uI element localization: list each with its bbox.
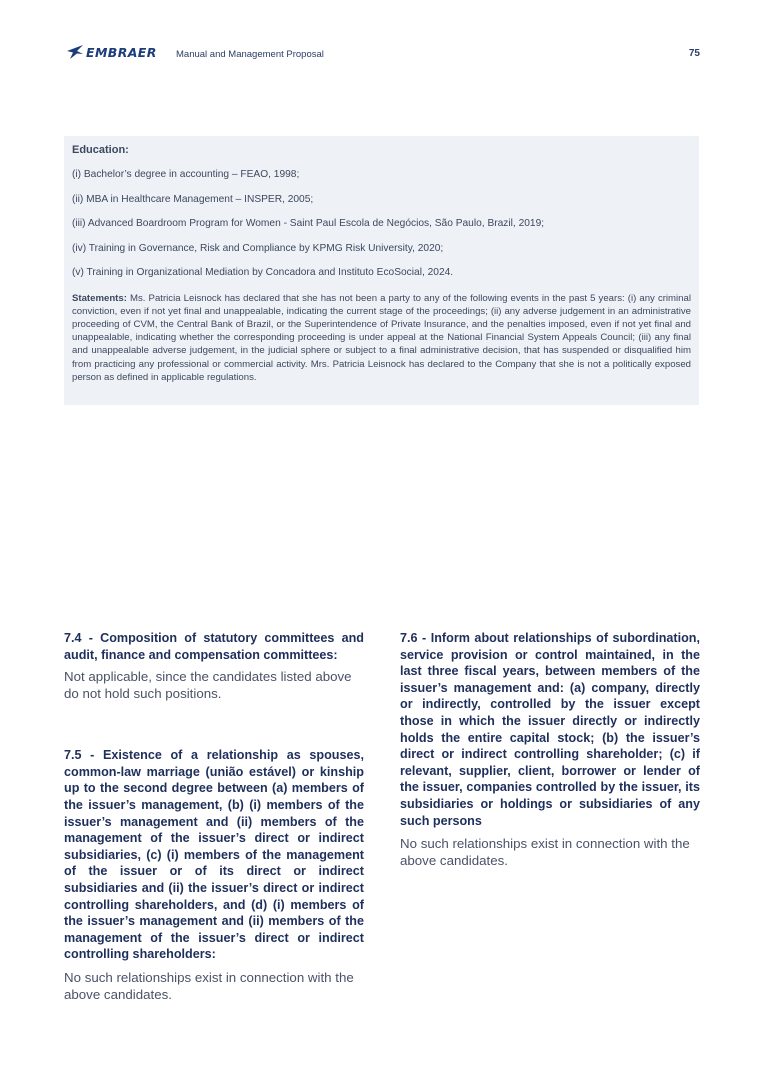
statements-label: Statements:	[72, 292, 127, 304]
education-heading: Education:	[72, 144, 129, 156]
page-number: 75	[688, 48, 700, 59]
statements-text: Ms. Patricia Leisnock has declared that she has not been a party to any of the following events in the past 5 years: (i) any criminal conviction, even if not yet final and unappealable, indicating the current stage of the proceedings; (ii) any adverse judgement in an administrative proceeding of CVM, the Central Bank of Brazil, or the Superintendence of Private Insurance, and the penalties imposed, even if not yet final and unappealable, indicating whether the corresponding proceeding is under appeal at the National Financial System Appeals Council; (iii) any final and unappealable adverse judgement, in the judicial sphere or subject to a final administrative decision, that has suspended or disqualified him from practicing any professional or commercial activity. Mrs. Patricia Leisnock has declared to the Company that she is not a politically exposed person as defined in applicable regulations.	[72, 292, 691, 383]
education-item: (v) Training in Organizational Mediation by Concadora and Instituto EcoSocial, 2024.	[72, 267, 454, 278]
section-7-4-body: Not applicable, since the candidates listed above do not hold such positions.	[64, 669, 352, 702]
left-column	[64, 630, 364, 1003]
education-item: (ii) MBA in Healthcare Management – INSPER, 2005;	[72, 193, 314, 205]
statements-paragraph	[72, 292, 691, 384]
section-7-5-body: No such relationships exist in connection with the above candidates.	[64, 969, 354, 1002]
education-item: (iv) Training in Governance, Risk and Compliance by KPMG Risk University, 2020;	[72, 242, 444, 254]
embraer-logo	[64, 44, 157, 60]
education-box	[64, 136, 699, 405]
section-7-6-heading: 7.6 - Inform about relationships of subordination, service provision or control maintained, in the last three fiscal years, between members of the issuer’s management and: (a) company, directly or indirectly, controlled by the issuer except those in which the issuer directly or indirectly holds the entire capital stock; (b) the issuer’s direct or indirect controlling shareholder; (c) if relevant, supplier, client, borrower or lender of the issuer, companies controlled by the issuer, its subsidiaries or holdings or subsidiaries of any such persons	[400, 631, 700, 828]
section-7-5-heading: 7.5 - Existence of a relationship as spouses, common-law marriage (união estável) or kinship up to the second degree between (a) members of the issuer’s management, (b) (i) members of the issuer’s management and (ii) members of the management of the issuer’s direct or indirect subsidiaries, (c) (i) members of the management of the issuer or of its direct or indirect subsidiaries and (ii) the issuer’s direct or indirect controlling shareholders, and (d) (i) members of the issuer’s management and (ii) members of the management of the issuer’s direct or indirect controlling shareholders:	[64, 748, 364, 962]
document-title: Manual and Management Proposal	[176, 49, 324, 60]
right-column	[400, 630, 700, 869]
section-7-6-body: No such relationships exist in connection with the above candidates.	[400, 836, 690, 869]
section-7-4-heading: 7.4 - Composition of statutory committees and audit, finance and compensation committees:	[64, 631, 364, 662]
education-item: (i) Bachelor’s degree in accounting – FEAO, 1998;	[72, 169, 300, 180]
page-header	[64, 44, 704, 66]
embraer-bird-icon	[64, 44, 84, 60]
logo-text: EMBRAER	[86, 44, 157, 60]
education-item: (iii) Advanced Boardroom Program for Women - Saint Paul Escola de Negócios, São Paulo, Brazil, 2019;	[72, 218, 545, 229]
